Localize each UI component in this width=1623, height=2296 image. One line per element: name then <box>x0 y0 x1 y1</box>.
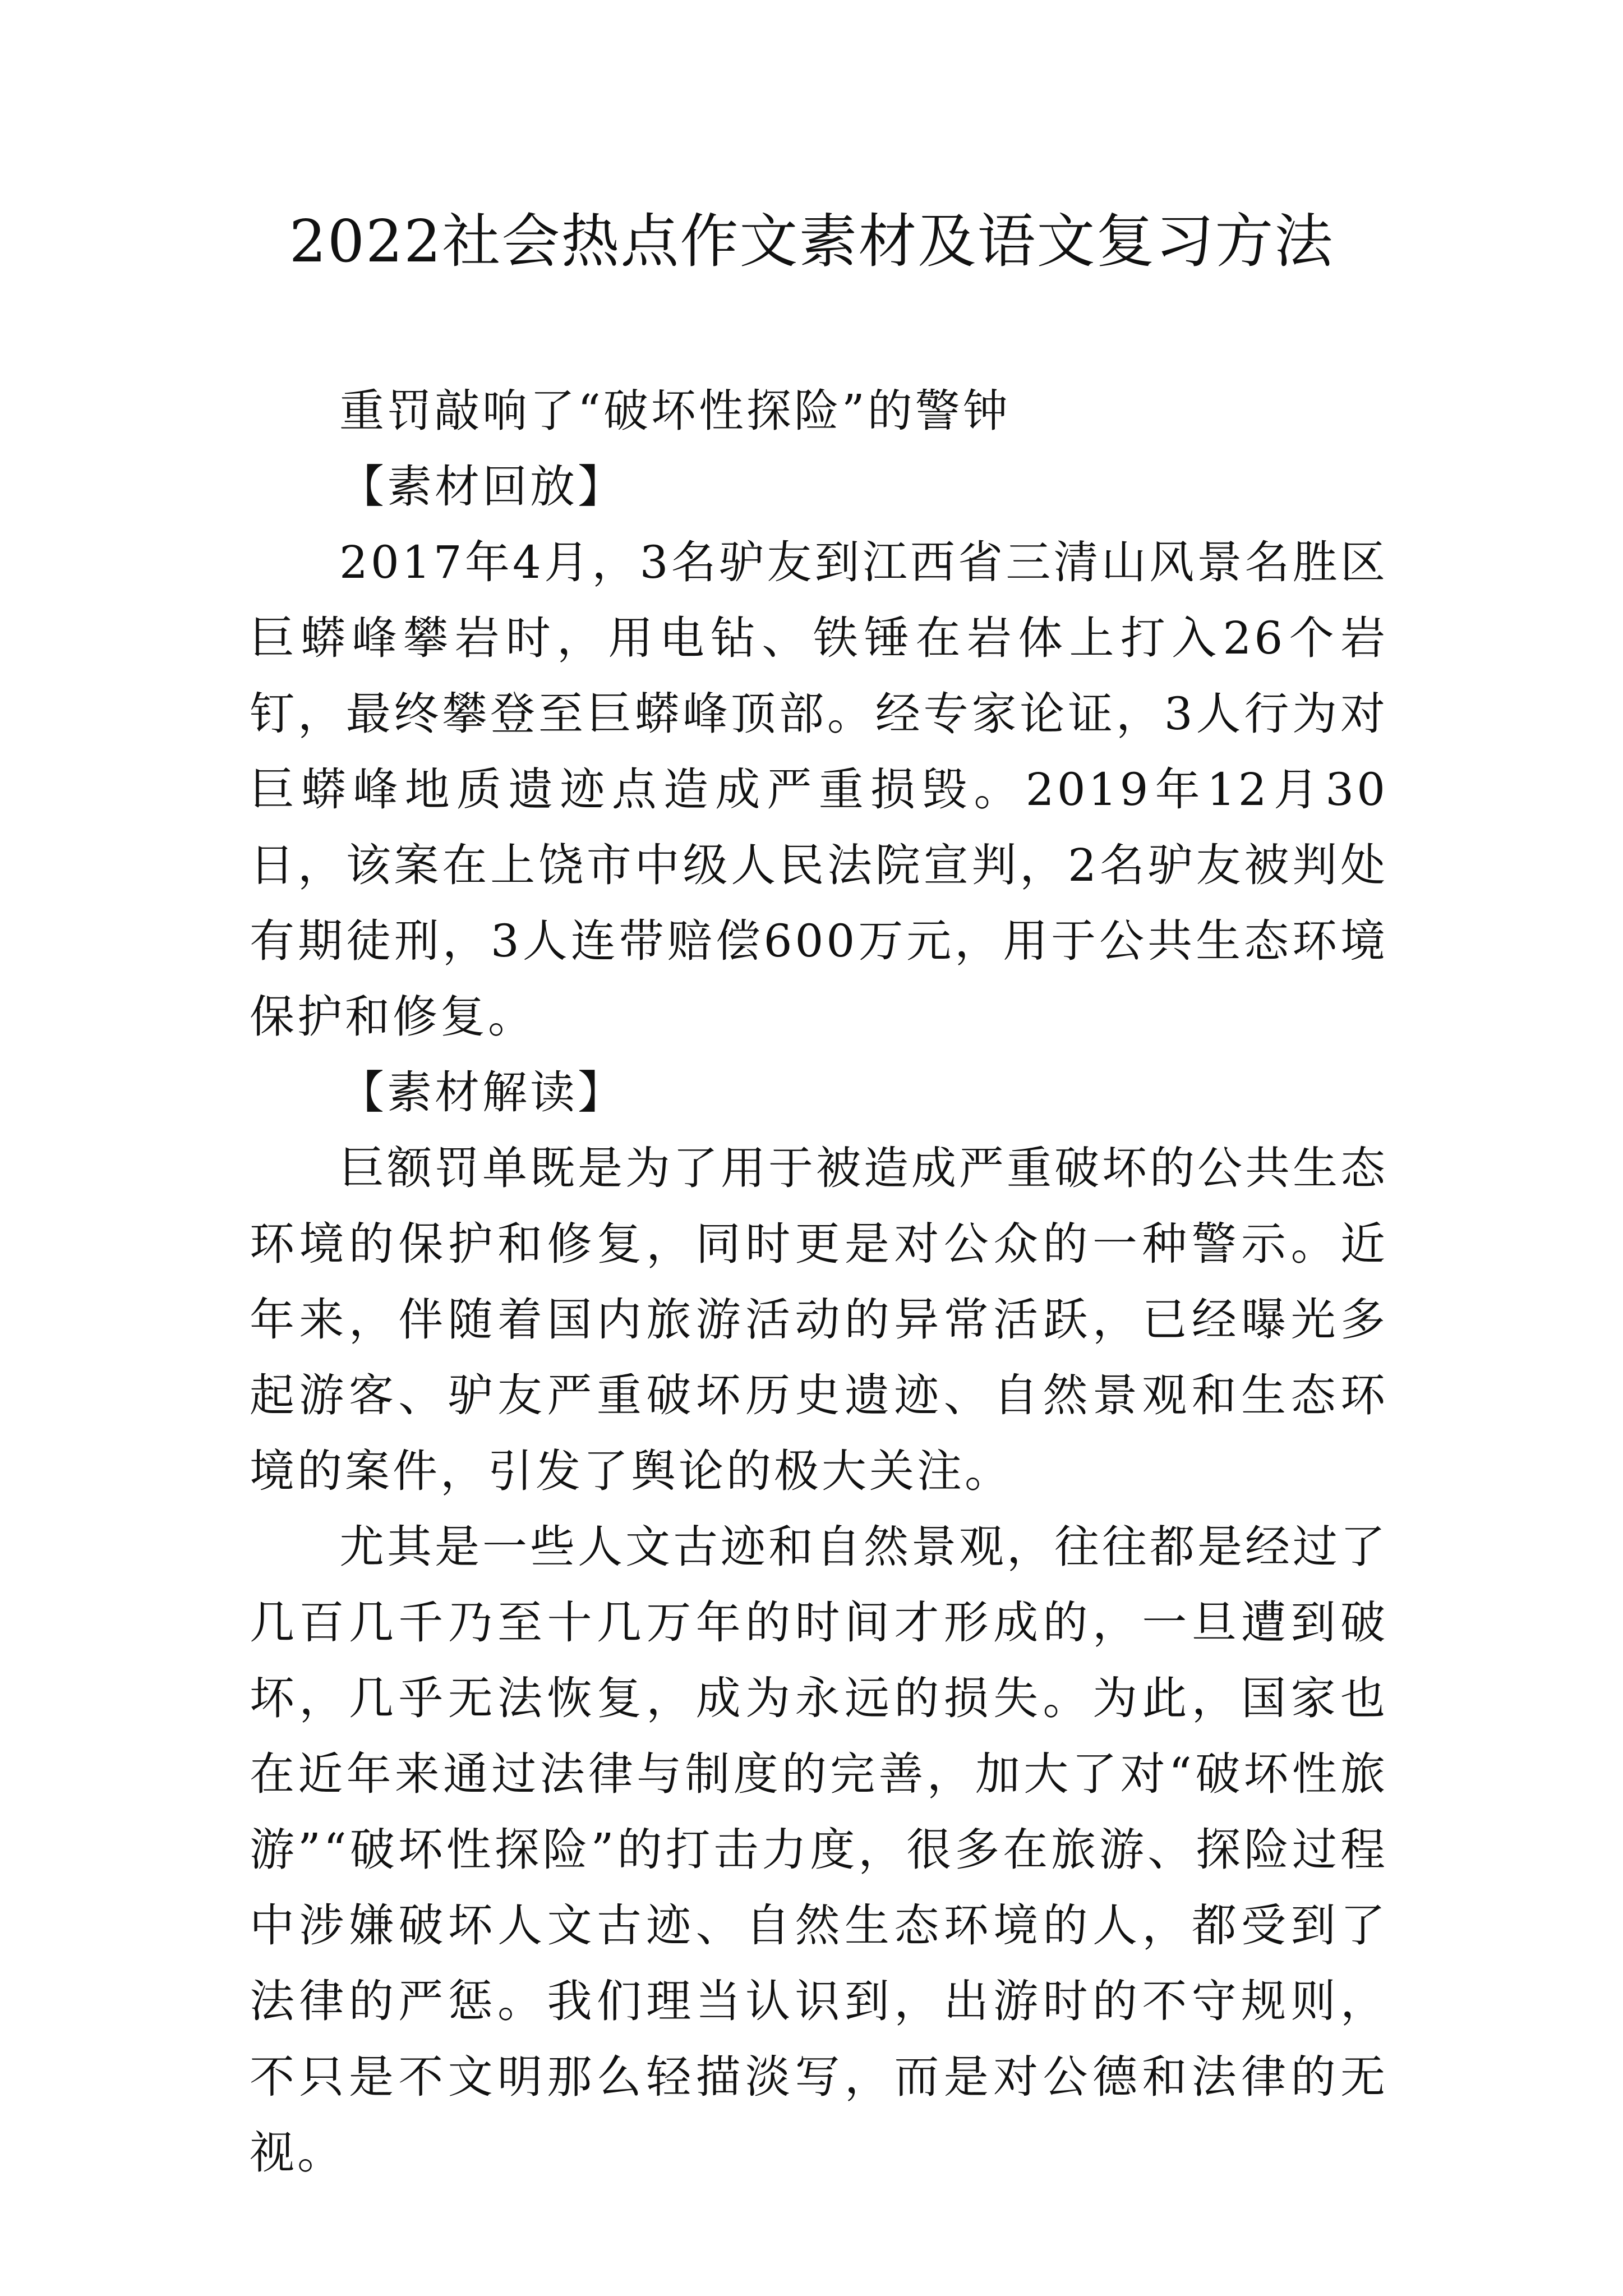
section-label-material-interpretation: 【素材解读】 <box>339 1066 625 1119</box>
document-body <box>250 373 1388 2191</box>
body-paragraph: 尤其是一些人文古迹和自然景观，往往都是经过了几百几千乃至十几万年的时间才形成的，一旦遭到破坏，几乎无法恢复，成为永远的损失。为此，国家也在近年来通过法律与制度的完善，加大了对“破坏性旅游”“破坏性探险”的打击力度，很多在旅游、探险过程中涉嫌破坏人文古迹、自然生态环境的人，都受到了法律的严惩。我们理当认识到，出游时的不守规则，不只是不文明那么轻描淡写，而是对公德和法律的无视。 <box>250 1521 1388 2179</box>
section-label-material-review: 【素材回放】 <box>339 461 625 513</box>
document-title: 2022社会热点作文素材及语文复习方法 <box>289 207 1334 275</box>
body-paragraph: 2017年4月，3名驴友到江西省三清山风景名胜区巨蟒峰攀岩时，用电钻、铁锤在岩体上打入26个岩钉，最终攀登至巨蟒峰顶部。经专家论证，3人行为对巨蟒峰地质遗迹点造成严重损毁。2019年12月30日，该案在上饶市中级人民法院宣判，2名驴友被判处有期徒刑，3人连带赔偿600万元，用于公共生态环境保护和修复。 <box>250 536 1388 1043</box>
body-paragraph: 巨额罚单既是为了用于被造成严重破坏的公共生态环境的保护和修复，同时更是对公众的一种警示。近年来，伴随着国内旅游活动的异常活跃，已经曝光多起游客、驴友严重破坏历史遗迹、自然景观和生态环境的案件，引发了舆论的极大关注。 <box>250 1142 1388 1497</box>
section-heading: 重罚敲响了“破坏性探险”的警钟 <box>339 385 1011 437</box>
